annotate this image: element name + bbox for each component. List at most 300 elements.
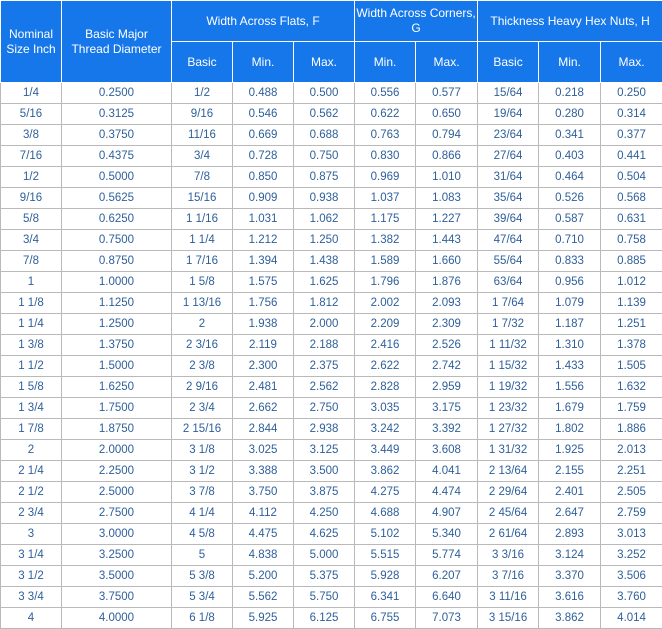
cell-basic-major-diameter: 2.2500 [62, 461, 172, 482]
cell-thickness-min: 0.341 [539, 125, 601, 146]
cell-thickness-min: 0.218 [539, 83, 601, 104]
cell-thickness-min: 1.925 [539, 440, 601, 461]
cell-flats-min: 0.850 [233, 167, 294, 188]
cell-flats-max: 5.750 [294, 587, 355, 608]
cell-corners-max: 4.474 [416, 482, 478, 503]
cell-flats-max: 3.875 [294, 482, 355, 503]
cell-thickness-max: 3.760 [601, 587, 662, 608]
table-row [1, 440, 662, 461]
cell-flats-max: 2.938 [294, 419, 355, 440]
table-row [1, 272, 662, 293]
cell-nominal-size: 3 1/2 [1, 566, 62, 587]
cell-thickness-min: 1.187 [539, 314, 601, 335]
header-corners-min: Min. [355, 42, 416, 83]
cell-thickness-min: 1.433 [539, 356, 601, 377]
cell-flats-max: 0.875 [294, 167, 355, 188]
cell-thickness-max: 0.504 [601, 167, 662, 188]
cell-flats-basic: 2 [172, 314, 233, 335]
cell-basic-major-diameter: 0.7500 [62, 230, 172, 251]
cell-thickness-basic: 1 31/32 [478, 440, 539, 461]
cell-flats-basic: 1 1/16 [172, 209, 233, 230]
header-basic-major-thread-diameter: Basic Major Thread Diameter [62, 1, 172, 83]
cell-thickness-max: 2.759 [601, 503, 662, 524]
table-row [1, 188, 662, 209]
cell-corners-max: 4.907 [416, 503, 478, 524]
table-row [1, 545, 662, 566]
cell-thickness-basic: 27/64 [478, 146, 539, 167]
table-row [1, 608, 662, 629]
cell-thickness-basic: 47/64 [478, 230, 539, 251]
cell-nominal-size: 3 1/4 [1, 545, 62, 566]
table-row [1, 587, 662, 608]
cell-flats-max: 2.562 [294, 377, 355, 398]
cell-thickness-max: 0.568 [601, 188, 662, 209]
cell-corners-max: 2.526 [416, 335, 478, 356]
cell-nominal-size: 2 1/2 [1, 482, 62, 503]
cell-corners-max: 1.010 [416, 167, 478, 188]
cell-nominal-size: 1 3/8 [1, 335, 62, 356]
cell-thickness-max: 1.251 [601, 314, 662, 335]
cell-flats-min: 5.200 [233, 566, 294, 587]
cell-flats-basic: 5 3/8 [172, 566, 233, 587]
cell-flats-basic: 2 3/8 [172, 356, 233, 377]
cell-corners-max: 2.309 [416, 314, 478, 335]
cell-corners-min: 6.341 [355, 587, 416, 608]
cell-nominal-size: 2 [1, 440, 62, 461]
cell-corners-min: 3.862 [355, 461, 416, 482]
cell-nominal-size: 1 5/8 [1, 377, 62, 398]
cell-thickness-basic: 1 19/32 [478, 377, 539, 398]
cell-basic-major-diameter: 1.6250 [62, 377, 172, 398]
cell-basic-major-diameter: 1.3750 [62, 335, 172, 356]
cell-thickness-max: 1.139 [601, 293, 662, 314]
cell-flats-max: 5.375 [294, 566, 355, 587]
cell-thickness-basic: 1 15/32 [478, 356, 539, 377]
cell-flats-min: 0.728 [233, 146, 294, 167]
cell-flats-max: 0.562 [294, 104, 355, 125]
cell-thickness-basic: 1 27/32 [478, 419, 539, 440]
cell-flats-min: 2.844 [233, 419, 294, 440]
cell-basic-major-diameter: 1.7500 [62, 398, 172, 419]
cell-corners-max: 0.866 [416, 146, 478, 167]
cell-thickness-min: 0.587 [539, 209, 601, 230]
cell-flats-min: 2.300 [233, 356, 294, 377]
cell-corners-min: 2.002 [355, 293, 416, 314]
cell-flats-max: 0.938 [294, 188, 355, 209]
cell-thickness-basic: 3 15/16 [478, 608, 539, 629]
cell-thickness-basic: 1 7/64 [478, 293, 539, 314]
table-row [1, 314, 662, 335]
cell-nominal-size: 1 1/2 [1, 356, 62, 377]
cell-flats-max: 1.250 [294, 230, 355, 251]
cell-corners-max: 5.340 [416, 524, 478, 545]
cell-basic-major-diameter: 0.8750 [62, 251, 172, 272]
header-nominal-size: Nominal Size Inch [1, 1, 62, 83]
cell-flats-max: 2.188 [294, 335, 355, 356]
header-flats-basic: Basic [172, 42, 233, 83]
table-row [1, 377, 662, 398]
cell-basic-major-diameter: 1.8750 [62, 419, 172, 440]
table-row [1, 482, 662, 503]
cell-thickness-max: 2.251 [601, 461, 662, 482]
cell-thickness-min: 0.710 [539, 230, 601, 251]
table-row [1, 104, 662, 125]
cell-corners-max: 1.083 [416, 188, 478, 209]
table-row [1, 335, 662, 356]
cell-thickness-max: 1.759 [601, 398, 662, 419]
cell-corners-min: 2.622 [355, 356, 416, 377]
cell-flats-min: 1.938 [233, 314, 294, 335]
cell-flats-basic: 1 1/4 [172, 230, 233, 251]
cell-flats-max: 1.625 [294, 272, 355, 293]
header-thickness-max: Max. [601, 42, 662, 83]
cell-flats-min: 4.838 [233, 545, 294, 566]
cell-flats-min: 1.212 [233, 230, 294, 251]
cell-flats-min: 4.112 [233, 503, 294, 524]
cell-flats-basic: 2 3/4 [172, 398, 233, 419]
cell-thickness-basic: 3 11/16 [478, 587, 539, 608]
cell-nominal-size: 9/16 [1, 188, 62, 209]
cell-nominal-size: 1 1/8 [1, 293, 62, 314]
cell-corners-max: 0.794 [416, 125, 478, 146]
cell-nominal-size: 5/16 [1, 104, 62, 125]
cell-thickness-basic: 1 23/32 [478, 398, 539, 419]
cell-flats-max: 5.000 [294, 545, 355, 566]
cell-flats-min: 1.756 [233, 293, 294, 314]
cell-basic-major-diameter: 3.5000 [62, 566, 172, 587]
cell-nominal-size: 2 3/4 [1, 503, 62, 524]
cell-thickness-basic: 1 11/32 [478, 335, 539, 356]
cell-nominal-size: 1 7/8 [1, 419, 62, 440]
cell-flats-basic: 2 15/16 [172, 419, 233, 440]
cell-thickness-min: 1.310 [539, 335, 601, 356]
cell-flats-max: 0.500 [294, 83, 355, 104]
table-row [1, 503, 662, 524]
cell-flats-max: 1.062 [294, 209, 355, 230]
cell-thickness-max: 2.505 [601, 482, 662, 503]
cell-thickness-basic: 63/64 [478, 272, 539, 293]
cell-thickness-max: 0.758 [601, 230, 662, 251]
cell-basic-major-diameter: 2.7500 [62, 503, 172, 524]
cell-nominal-size: 5/8 [1, 209, 62, 230]
cell-thickness-basic: 3 7/16 [478, 566, 539, 587]
cell-flats-max: 1.438 [294, 251, 355, 272]
cell-corners-min: 1.796 [355, 272, 416, 293]
cell-thickness-basic: 23/64 [478, 125, 539, 146]
cell-corners-min: 1.175 [355, 209, 416, 230]
header-width-across-flats: Width Across Flats, F [172, 1, 355, 42]
cell-thickness-max: 1.505 [601, 356, 662, 377]
cell-corners-min: 0.622 [355, 104, 416, 125]
cell-flats-basic: 1 7/16 [172, 251, 233, 272]
cell-flats-basic: 3 1/8 [172, 440, 233, 461]
cell-flats-max: 3.125 [294, 440, 355, 461]
cell-corners-max: 3.392 [416, 419, 478, 440]
cell-nominal-size: 3/4 [1, 230, 62, 251]
cell-basic-major-diameter: 0.4375 [62, 146, 172, 167]
cell-corners-max: 3.175 [416, 398, 478, 419]
cell-flats-min: 1.031 [233, 209, 294, 230]
cell-flats-basic: 3/4 [172, 146, 233, 167]
cell-thickness-min: 0.403 [539, 146, 601, 167]
cell-thickness-max: 0.631 [601, 209, 662, 230]
cell-thickness-min: 3.862 [539, 608, 601, 629]
cell-basic-major-diameter: 0.6250 [62, 209, 172, 230]
cell-thickness-max: 0.377 [601, 125, 662, 146]
cell-nominal-size: 2 1/4 [1, 461, 62, 482]
cell-basic-major-diameter: 4.0000 [62, 608, 172, 629]
cell-thickness-min: 2.893 [539, 524, 601, 545]
cell-thickness-max: 1.012 [601, 272, 662, 293]
cell-nominal-size: 1/4 [1, 83, 62, 104]
cell-corners-max: 2.093 [416, 293, 478, 314]
cell-corners-min: 2.416 [355, 335, 416, 356]
cell-flats-min: 0.669 [233, 125, 294, 146]
cell-corners-min: 0.556 [355, 83, 416, 104]
cell-basic-major-diameter: 2.0000 [62, 440, 172, 461]
cell-corners-max: 0.650 [416, 104, 478, 125]
table-row [1, 356, 662, 377]
cell-basic-major-diameter: 2.5000 [62, 482, 172, 503]
cell-thickness-max: 1.378 [601, 335, 662, 356]
cell-corners-min: 3.035 [355, 398, 416, 419]
cell-basic-major-diameter: 1.1250 [62, 293, 172, 314]
table-row [1, 566, 662, 587]
cell-flats-max: 6.125 [294, 608, 355, 629]
cell-flats-basic: 1/2 [172, 83, 233, 104]
cell-corners-min: 1.589 [355, 251, 416, 272]
cell-thickness-basic: 2 29/64 [478, 482, 539, 503]
cell-basic-major-diameter: 1.2500 [62, 314, 172, 335]
cell-basic-major-diameter: 1.0000 [62, 272, 172, 293]
header-thickness-min: Min. [539, 42, 601, 83]
cell-flats-min: 3.750 [233, 482, 294, 503]
cell-corners-max: 0.577 [416, 83, 478, 104]
cell-corners-min: 4.688 [355, 503, 416, 524]
cell-thickness-min: 2.647 [539, 503, 601, 524]
cell-corners-min: 5.102 [355, 524, 416, 545]
cell-nominal-size: 3/8 [1, 125, 62, 146]
cell-flats-basic: 15/16 [172, 188, 233, 209]
cell-corners-max: 1.443 [416, 230, 478, 251]
cell-flats-basic: 6 1/8 [172, 608, 233, 629]
cell-thickness-min: 3.616 [539, 587, 601, 608]
cell-basic-major-diameter: 0.5625 [62, 188, 172, 209]
cell-corners-max: 2.959 [416, 377, 478, 398]
cell-thickness-max: 1.886 [601, 419, 662, 440]
cell-flats-basic: 3 1/2 [172, 461, 233, 482]
cell-nominal-size: 1 3/4 [1, 398, 62, 419]
cell-thickness-basic: 3 3/16 [478, 545, 539, 566]
cell-nominal-size: 1 1/4 [1, 314, 62, 335]
cell-flats-min: 2.481 [233, 377, 294, 398]
cell-thickness-basic: 39/64 [478, 209, 539, 230]
table-row [1, 209, 662, 230]
cell-basic-major-diameter: 3.0000 [62, 524, 172, 545]
cell-flats-basic: 11/16 [172, 125, 233, 146]
cell-flats-min: 2.119 [233, 335, 294, 356]
table-row [1, 419, 662, 440]
header-thickness-basic: Basic [478, 42, 539, 83]
table-row [1, 251, 662, 272]
cell-flats-min: 4.475 [233, 524, 294, 545]
cell-corners-min: 5.928 [355, 566, 416, 587]
cell-thickness-basic: 1 7/32 [478, 314, 539, 335]
table-row [1, 146, 662, 167]
cell-thickness-min: 1.802 [539, 419, 601, 440]
cell-thickness-basic: 35/64 [478, 188, 539, 209]
cell-flats-basic: 9/16 [172, 104, 233, 125]
cell-nominal-size: 7/16 [1, 146, 62, 167]
cell-flats-max: 0.688 [294, 125, 355, 146]
cell-corners-max: 1.227 [416, 209, 478, 230]
cell-flats-basic: 5 [172, 545, 233, 566]
cell-basic-major-diameter: 0.5000 [62, 167, 172, 188]
cell-nominal-size: 1 [1, 272, 62, 293]
cell-corners-max: 6.207 [416, 566, 478, 587]
table-body [1, 83, 662, 629]
cell-corners-min: 3.242 [355, 419, 416, 440]
cell-corners-max: 5.774 [416, 545, 478, 566]
cell-thickness-min: 0.464 [539, 167, 601, 188]
cell-flats-min: 0.909 [233, 188, 294, 209]
cell-nominal-size: 4 [1, 608, 62, 629]
cell-thickness-max: 0.314 [601, 104, 662, 125]
cell-flats-min: 1.575 [233, 272, 294, 293]
cell-corners-max: 2.742 [416, 356, 478, 377]
header-corners-max: Max. [416, 42, 478, 83]
cell-flats-basic: 5 3/4 [172, 587, 233, 608]
cell-thickness-min: 3.370 [539, 566, 601, 587]
cell-flats-min: 3.025 [233, 440, 294, 461]
cell-flats-max: 4.625 [294, 524, 355, 545]
cell-thickness-max: 3.506 [601, 566, 662, 587]
cell-corners-max: 4.041 [416, 461, 478, 482]
cell-corners-min: 4.275 [355, 482, 416, 503]
cell-corners-max: 6.640 [416, 587, 478, 608]
cell-corners-min: 1.382 [355, 230, 416, 251]
cell-thickness-max: 0.885 [601, 251, 662, 272]
cell-thickness-max: 4.014 [601, 608, 662, 629]
cell-thickness-max: 0.250 [601, 83, 662, 104]
cell-basic-major-diameter: 1.5000 [62, 356, 172, 377]
cell-thickness-max: 3.252 [601, 545, 662, 566]
table-row [1, 293, 662, 314]
cell-nominal-size: 1/2 [1, 167, 62, 188]
cell-thickness-max: 0.441 [601, 146, 662, 167]
cell-thickness-min: 2.155 [539, 461, 601, 482]
cell-corners-min: 1.037 [355, 188, 416, 209]
cell-thickness-max: 1.632 [601, 377, 662, 398]
cell-flats-basic: 2 9/16 [172, 377, 233, 398]
cell-corners-min: 2.828 [355, 377, 416, 398]
cell-thickness-max: 2.013 [601, 440, 662, 461]
cell-corners-max: 1.876 [416, 272, 478, 293]
cell-flats-basic: 1 5/8 [172, 272, 233, 293]
cell-flats-basic: 1 13/16 [172, 293, 233, 314]
header-flats-max: Max. [294, 42, 355, 83]
cell-flats-basic: 4 1/4 [172, 503, 233, 524]
table-row [1, 398, 662, 419]
cell-flats-min: 0.546 [233, 104, 294, 125]
table-row [1, 524, 662, 545]
cell-corners-max: 7.073 [416, 608, 478, 629]
cell-thickness-basic: 31/64 [478, 167, 539, 188]
cell-thickness-basic: 19/64 [478, 104, 539, 125]
cell-thickness-min: 1.556 [539, 377, 601, 398]
cell-basic-major-diameter: 0.2500 [62, 83, 172, 104]
cell-thickness-min: 1.079 [539, 293, 601, 314]
cell-corners-min: 0.830 [355, 146, 416, 167]
cell-corners-min: 6.755 [355, 608, 416, 629]
cell-thickness-basic: 15/64 [478, 83, 539, 104]
cell-thickness-min: 0.956 [539, 272, 601, 293]
cell-flats-max: 2.750 [294, 398, 355, 419]
cell-basic-major-diameter: 3.2500 [62, 545, 172, 566]
cell-thickness-min: 2.401 [539, 482, 601, 503]
table-row [1, 83, 662, 104]
cell-nominal-size: 3 3/4 [1, 587, 62, 608]
cell-basic-major-diameter: 3.7500 [62, 587, 172, 608]
table-row [1, 461, 662, 482]
cell-flats-basic: 4 5/8 [172, 524, 233, 545]
cell-flats-max: 2.000 [294, 314, 355, 335]
table-row [1, 125, 662, 146]
cell-flats-max: 0.750 [294, 146, 355, 167]
cell-flats-min: 0.488 [233, 83, 294, 104]
cell-corners-max: 1.660 [416, 251, 478, 272]
cell-flats-min: 1.394 [233, 251, 294, 272]
cell-flats-basic: 7/8 [172, 167, 233, 188]
cell-corners-min: 0.763 [355, 125, 416, 146]
cell-basic-major-diameter: 0.3750 [62, 125, 172, 146]
cell-corners-max: 3.608 [416, 440, 478, 461]
cell-thickness-min: 1.679 [539, 398, 601, 419]
cell-corners-min: 5.515 [355, 545, 416, 566]
table-header [1, 1, 662, 83]
cell-thickness-min: 0.526 [539, 188, 601, 209]
cell-thickness-min: 0.833 [539, 251, 601, 272]
cell-flats-min: 3.388 [233, 461, 294, 482]
cell-flats-min: 2.662 [233, 398, 294, 419]
cell-thickness-basic: 2 61/64 [478, 524, 539, 545]
cell-thickness-max: 3.013 [601, 524, 662, 545]
header-width-across-corners: Width Across Corners, G [355, 1, 478, 42]
cell-flats-max: 1.812 [294, 293, 355, 314]
cell-thickness-basic: 2 13/64 [478, 461, 539, 482]
cell-flats-max: 2.375 [294, 356, 355, 377]
cell-nominal-size: 3 [1, 524, 62, 545]
cell-thickness-min: 3.124 [539, 545, 601, 566]
cell-flats-min: 5.925 [233, 608, 294, 629]
cell-corners-min: 0.969 [355, 167, 416, 188]
cell-nominal-size: 7/8 [1, 251, 62, 272]
cell-flats-max: 3.500 [294, 461, 355, 482]
table-row [1, 230, 662, 251]
cell-flats-max: 4.250 [294, 503, 355, 524]
table-row [1, 167, 662, 188]
cell-thickness-basic: 55/64 [478, 251, 539, 272]
cell-corners-min: 2.209 [355, 314, 416, 335]
cell-basic-major-diameter: 0.3125 [62, 104, 172, 125]
cell-thickness-basic: 2 45/64 [478, 503, 539, 524]
cell-flats-min: 5.562 [233, 587, 294, 608]
header-flats-min: Min. [233, 42, 294, 83]
cell-flats-basic: 2 3/16 [172, 335, 233, 356]
cell-flats-basic: 3 7/8 [172, 482, 233, 503]
header-thickness-heavy-hex-nuts: Thickness Heavy Hex Nuts, H [478, 1, 662, 42]
cell-corners-min: 3.449 [355, 440, 416, 461]
